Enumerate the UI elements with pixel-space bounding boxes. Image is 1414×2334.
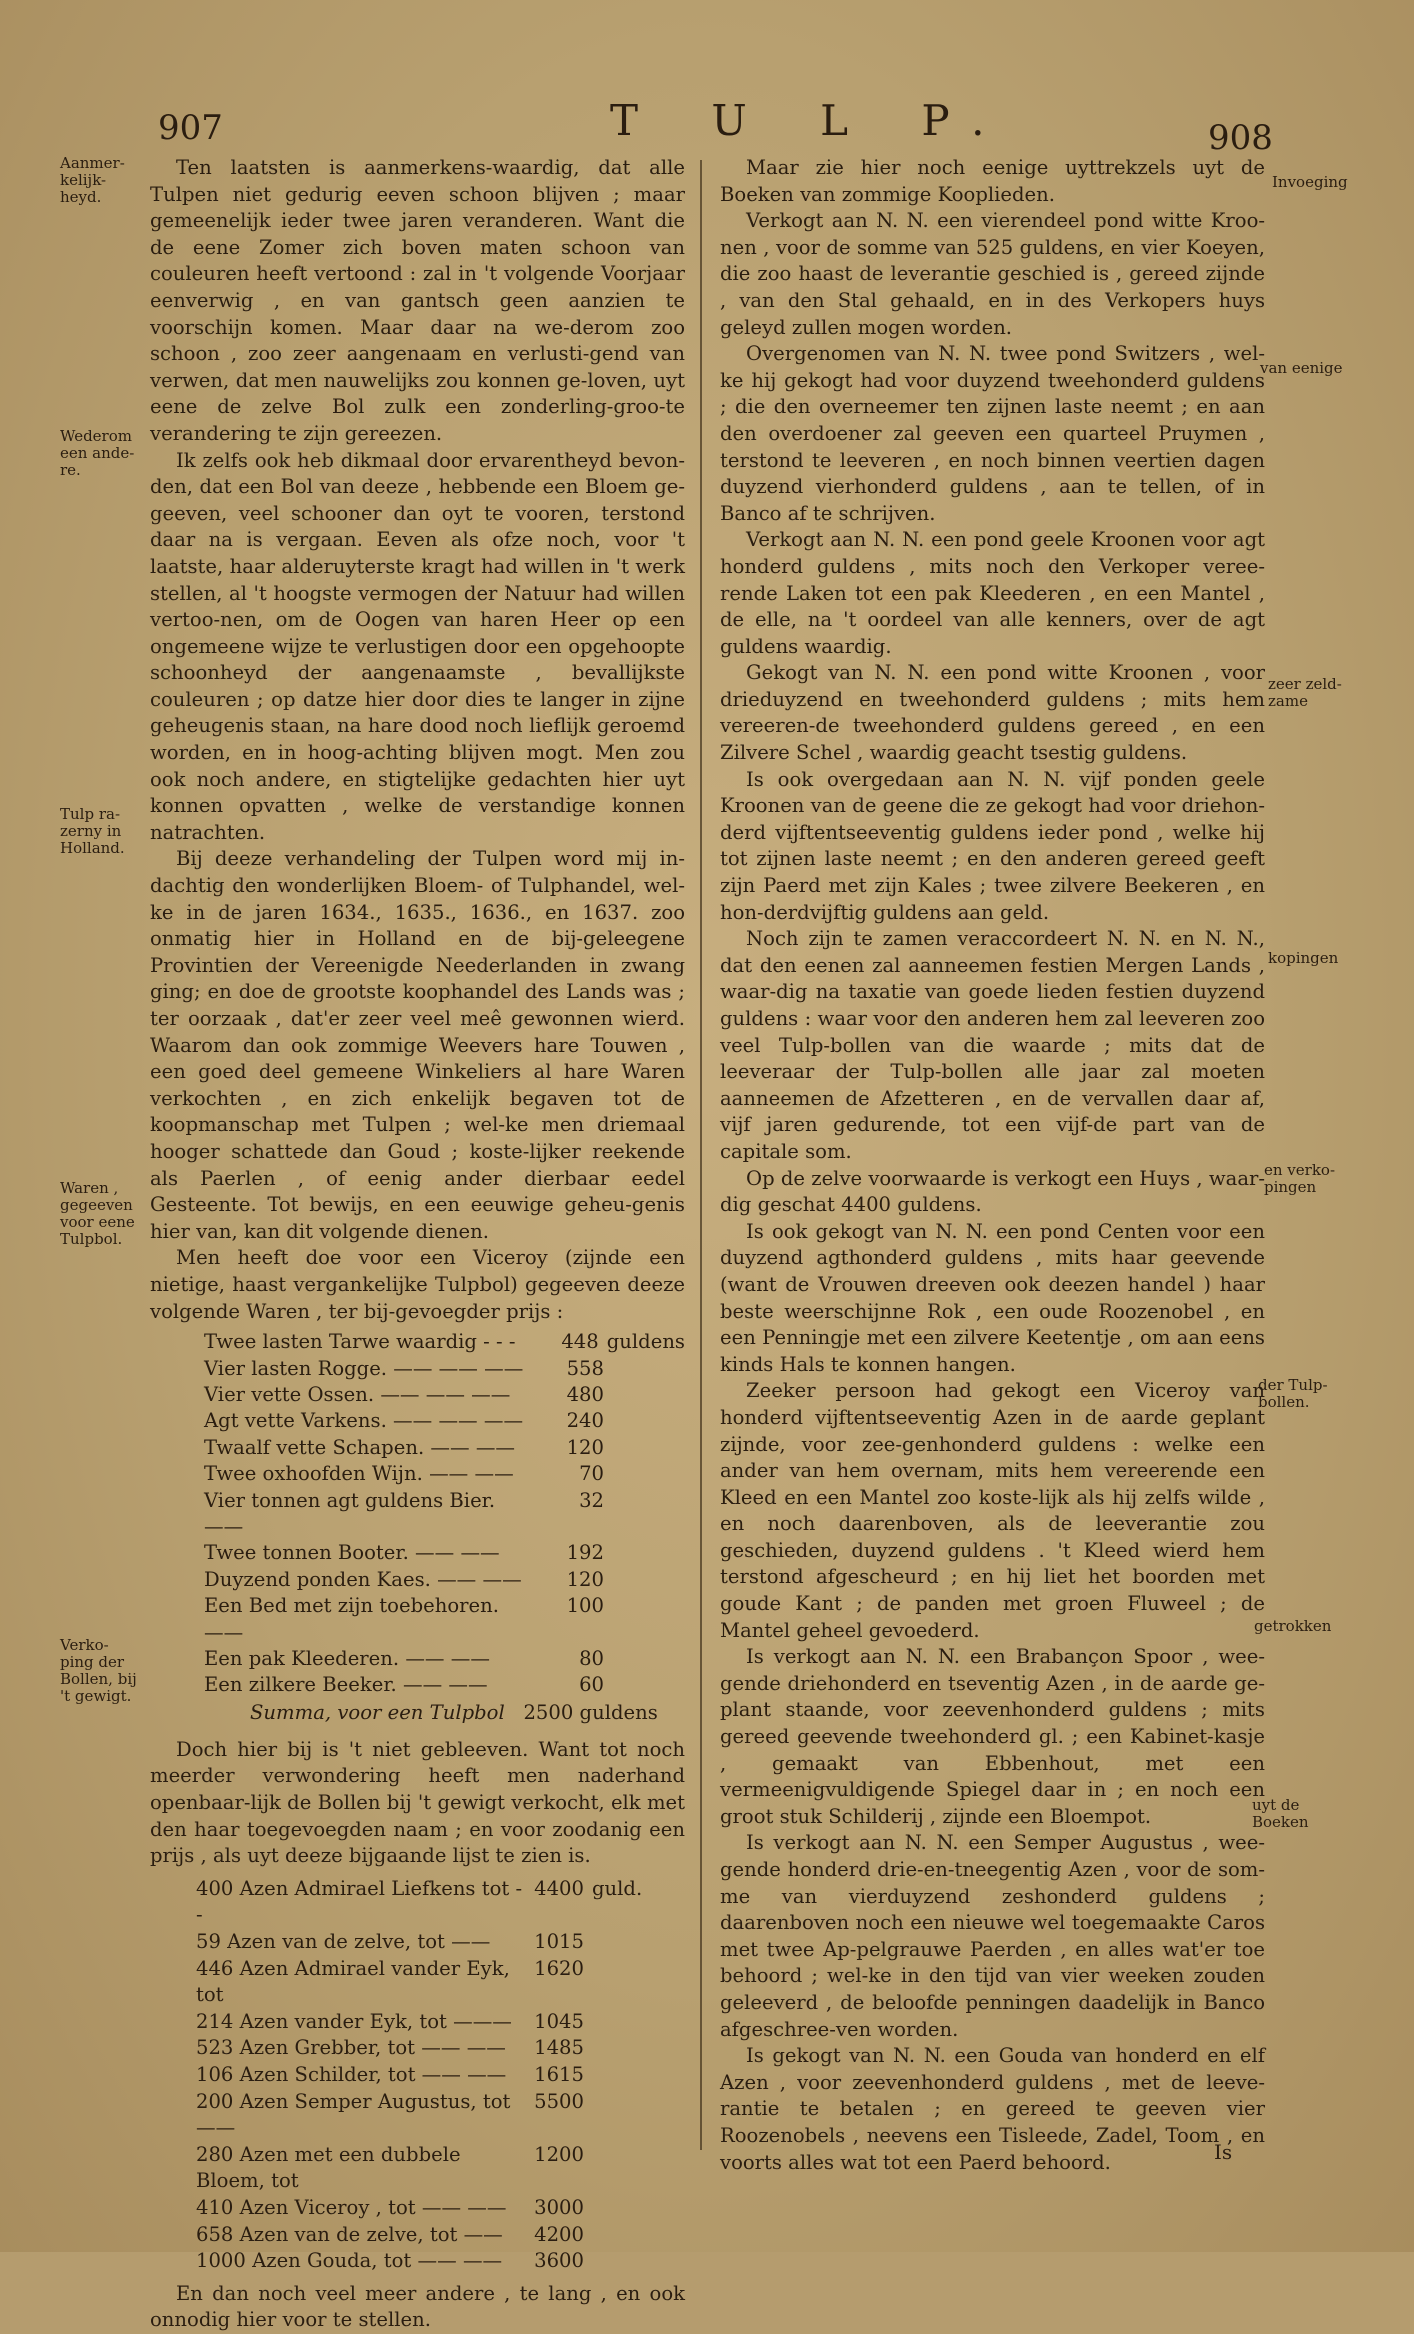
page-number-right: 908 (1208, 118, 1273, 158)
margin-note-left-3: Tulp ra- zerny in Holland. (60, 805, 125, 857)
sale-value: 3600 (534, 2249, 584, 2273)
price-value: 32 (579, 1488, 604, 1512)
sale-item: 410 Azen Viceroy , tot —— —— (196, 2195, 507, 2219)
price-row (204, 1408, 685, 1434)
sale-row (196, 2062, 685, 2089)
margin-note-right-7: getrokken (1254, 1617, 1332, 1635)
sale-value: 1620 (534, 1956, 584, 1980)
margin-note-right-4: kopingen (1268, 949, 1339, 967)
price-row (204, 1461, 685, 1487)
sale-row (196, 1929, 685, 1956)
sale-unit: guld. (592, 1876, 643, 1900)
price-item: Een zilkere Beeker. —— —— (204, 1673, 488, 1697)
paragraph: Is verkogt aan N. N. een Brabançon Spoor , wee-gende driehonderd en tseventig Azen , in de aarde ge-plant staande, voor zeevenhonderd guldens ; mits gereed geevende tweehonderd gl. ; een Kabinet-kasje , gemaakt van Ebbenhout, met een vermeenigvuldigende Spiegel daar in ; en noch een groot stuk Schilderij , zijnde een Bloempot. (720, 1645, 1265, 1828)
price-value: 70 (579, 1462, 604, 1486)
margin-note-right-5: en verko- pingen (1264, 1161, 1336, 1196)
sale-row (196, 2195, 685, 2222)
sale-row (196, 2248, 685, 2275)
sale-value: 1485 (534, 2036, 584, 2060)
sale-value: 1045 (534, 2009, 584, 2033)
price-table (150, 1329, 685, 1727)
sale-row (196, 2222, 685, 2249)
sale-item: 200 Azen Semper Augustus, tot —— (196, 2089, 511, 2140)
margin-note-right-2: van eenige (1260, 359, 1343, 377)
sales-list (150, 1876, 685, 2275)
paragraph: Doch hier bij is 't niet gebleeven. Want tot noch meerder verwondering heeft men naderhand openbaar-lijk de Bollen bij 't gewigt verkocht, elk met den haar toegevoegden naam ; en voor zoodanig een prijs , als uyt deeze bijgaande lijst te zien is. (150, 1737, 685, 1868)
price-row (204, 1540, 685, 1566)
margin-note-right-8: uyt de Boeken (1252, 1796, 1309, 1831)
price-value: 240 (566, 1409, 604, 1433)
price-row (204, 1672, 685, 1698)
price-item: Vier tonnen agt guldens Bier. —— (204, 1488, 496, 1538)
sale-item: 658 Azen van de zelve, tot —— (196, 2222, 503, 2246)
price-row (204, 1356, 685, 1382)
paragraph: Is ook overgedaan aan N. N. vijf ponden geele Kroonen van de geene die ze gekogt had voor driehon-derd vijftentseeventig guldens ieder pond , welke hij tot zijnen laste neemt ; en den anderen gereed geeft zijn Paerd met zijn Kales ; twee zilvere Beekeren , en hon-derdvijftig guldens aan geld. (720, 767, 1265, 924)
sale-item: 106 Azen Schilder, tot —— —— (196, 2062, 507, 2086)
price-item: Twee tonnen Booter. —— —— (204, 1541, 500, 1565)
sale-value: 4400 (534, 1876, 584, 1900)
sale-item: 214 Azen vander Eyk, tot ——— (196, 2009, 512, 2033)
paragraph: Verkogt aan N. N. een pond geele Kroonen voor agt honderd guldens , mits noch den Verkoper veree-rende Laken tot een pak Kleederen , en een Mantel , de elle, na 't oordeel van alle kenners, over de agt guldens waardig. (720, 528, 1265, 658)
sale-row (196, 2009, 685, 2036)
left-column (150, 155, 685, 2334)
price-item: Agt vette Varkens. —— —— —— (204, 1409, 524, 1433)
price-item: Twaalf vette Schapen. —— —— (204, 1435, 516, 1459)
price-row (204, 1567, 685, 1593)
sale-value: 4200 (534, 2222, 584, 2246)
running-head-title: T U L P. (610, 96, 1015, 145)
price-item: Twee oxhoofden Wijn. —— —— (204, 1462, 514, 1486)
paragraph: Is ook gekogt van N. N. een pond Centen voor een duyzend agthonderd guldens , mits haar geevende (want de Vrouwen dreeven ook deezen handel ) haar beste weerschijnne Rok , een oude Roozenobel , en een Penningje met een zilvere Keetentje , om aan eens kinds Hals te konnen hangen. (720, 1219, 1265, 1376)
price-value: 60 (579, 1673, 604, 1697)
sale-value: 1015 (534, 1929, 584, 1953)
sale-item: 400 Azen Admirael Liefkens tot -- (196, 1876, 523, 1927)
paragraph: Ten laatsten is aanmerkens-waardig, dat alle Tulpen niet gedurig eeven schoon blijven ; maar gemeenelijk ieder twee jaren veranderen. Want die de eene Zomer zich boven maten schoon van couleuren heeft vertoond : zal in 't volgende Voorjaar eenverwig , en van gantsch geen aanzien te voorschijn komen. Maar daar na we-derom zoo schoon , zoo zeer aangenaam en verlusti-gend van verwen, dat men nauwelijks zou konnen ge-loven, uyt eene de zelve Bol zulk een zonderling-groo-te verandering te zijn gereezen. (150, 156, 685, 445)
column-divider (700, 160, 702, 2150)
price-row (204, 1329, 685, 1355)
price-row (204, 1435, 685, 1461)
sale-value: 1615 (534, 2062, 584, 2086)
price-item: Vier vette Ossen. —— —— —— (204, 1382, 511, 1406)
margin-note-left-2: Wederom een ande- re. (60, 427, 135, 479)
sale-item: 523 Azen Grebber, tot —— —— (196, 2036, 506, 2060)
price-row (204, 1593, 685, 1646)
price-item: Twee lasten Tarwe waardig - - - (204, 1330, 516, 1354)
price-sum (250, 1699, 685, 1727)
sum-value: 2500 guldens (523, 1700, 658, 1724)
sale-item: 59 Azen van de zelve, tot —— (196, 1929, 491, 1953)
sale-item: 280 Azen met een dubbele Bloem, tot (196, 2142, 461, 2193)
margin-note-right-1: Invoeging (1272, 173, 1348, 191)
price-item: Een Bed met zijn toebehoren. —— (204, 1594, 499, 1644)
price-row (204, 1382, 685, 1408)
paragraph: Is gekogt van N. N. een Gouda van honderd en elf Azen , voor zeevenhonderd guldens , met de leeve-rantie te betalen ; en gereed te geeven vier Roozenobels , neevens een Tisleede, Zadel, Toom , en voorts alles wat tot een Paerd behoord. (720, 2044, 1265, 2174)
paragraph: Maar zie hier noch eenige uyttrekzels uyt de Boeken van zommige Kooplieden. (720, 156, 1265, 206)
price-value: 448 (561, 1330, 599, 1354)
margin-note-left-5: Verko- ping der Bollen, bij 't gewigt. (60, 1636, 137, 1705)
sum-label: Summa, voor een Tulpbol (250, 1700, 505, 1724)
sale-row (196, 2089, 685, 2142)
price-row (204, 1488, 685, 1541)
margin-note-right-3: zeer zeld- zame (1268, 675, 1342, 710)
sale-item: 1000 Azen Gouda, tot —— —— (196, 2249, 503, 2273)
paragraph: Overgenomen van N. N. twee pond Switzers , wel-ke hij gekogt had voor duyzend tweehonderd guldens ; die den overneemer ten zijnen laste neemt ; en aan den overdoener zal geeven een quarteel Pruymen , terstond te leeveren , en noch binnen veertien dagen duyzend vierhonderd guldens , aan te tellen, of in Banco af te schrijven. (720, 342, 1265, 525)
margin-note-right-6: der Tulp- bollen. (1258, 1376, 1328, 1411)
sale-item: 446 Azen Admirael vander Eyk, tot (196, 1956, 510, 2007)
paragraph: Zeeker persoon had gekogt een Viceroy van honderd vijftentseeventig Azen in de aarde geplant zijnde, voor zee-genhonderd guldens : welke een ander van hem overnam, mits hem vereerende een Kleed en een Mantel zoo koste-lijk als hij zelfs wilde , en noch daarenboven, als de leeverantie zou geschieden, duyzend guldens . 't Kleed wierd hem terstond afgescheurd ; en hij liet het boorden met goude Kant ; de panden met groen Fluweel ; de Mantel geheel gevoederd. (720, 1379, 1265, 1642)
price-item: Duyzend ponden Kaes. —— —— (204, 1567, 522, 1591)
paragraph: En dan noch veel meer andere , te lang , en ook onnodig hier voor te stellen. (150, 2281, 685, 2332)
sale-row (196, 2035, 685, 2062)
price-value: 480 (566, 1382, 604, 1406)
sale-value: 5500 (534, 2089, 584, 2113)
sale-value: 1200 (534, 2142, 584, 2166)
paragraph: Gekogt van N. N. een pond witte Kroonen , voor drieduyzend en tweehonderd guldens ; mits hem vereeren-de tweehonderd guldens gereed , en een Zilvere Schel , waardig geacht tsestig guldens. (720, 661, 1265, 765)
paragraph: Op de zelve voorwaarde is verkogt een Huys , waar-dig geschat 4400 guldens. (720, 1166, 1265, 1217)
margin-note-left-4: Waren , gegeeven voor eene Tulpbol. (60, 1179, 135, 1248)
page-number-left: 907 (158, 108, 223, 148)
price-value: 120 (566, 1567, 604, 1591)
price-row (204, 1646, 685, 1672)
price-value: 100 (566, 1594, 604, 1618)
price-value: 80 (579, 1647, 604, 1670)
paragraph: Men heeft doe voor een Viceroy (zijnde een nietige, haast vergankelijke Tulpbol) gegeeven deeze volgende Waren , ter bij-gevoegder prijs : (150, 1246, 685, 1323)
sale-value: 3000 (534, 2195, 584, 2219)
price-value: 192 (566, 1541, 604, 1565)
paragraph: Ik zelfs ook heb dikmaal door ervarentheyd bevon-den, dat een Bol van deeze , hebbende een Bloem ge-geeven, veel schooner dan oyt te vooren, terstond daar na is vergaan. Eeven als ofze noch, voor 't laatste, haar alderuyterste kragt had willen in 't werk stellen, al 't hoogste vermogen der Natuur had willen vertoo-nen, om de Oogen van haren Heer op een ongemeene wijze te verlustigen door een opgehoopte schoonheyd der aangenaamste , bevallijkste couleuren ; op datze hier door dies te langer in zijne geheugenis staan, na hare dood noch lieflijk geroemd worden, en in hoog-achting blijven mogt. Men zou ook noch andere, en stigtelijke gedachten hier uyt konnen opvatten , welke de verstandige konnen natrachten. (150, 448, 685, 844)
price-item: Vier lasten Rogge. —— —— —— (204, 1356, 524, 1380)
price-value: 558 (566, 1356, 604, 1380)
sale-row (196, 1876, 685, 1929)
catchword: Is (1214, 2140, 1233, 2164)
paragraph: Bij deeze verhandeling der Tulpen word mij in-dachtig den wonderlijken Bloem- of Tulphandel, wel-ke in de jaren 1634., 1635., 1636., en 1637. zoo onmatig hier in Holland en de bij-geleegene Provintien der Vereenigde Neederlanden in zwang ging; en doe de grootste koophandel des Lands was ; ter oorzaak , dat'er zeer veel meê gewonnen wierd. Waarom dan ook zommige Weevers hare Touwen , een goed deel gemeene Winkeliers al hare Waren verkochten , en zich enkelijk begaven tot de koopmanschap met Tulpen ; wel-ke men driemaal hooger schattede dan Goud ; koste-lijker reekende als Paerlen , of eenig ander dierbaar eedel Gesteente. Tot bewijs, en een eeuwige geheu-genis hier van, kan dit volgende dienen. (150, 847, 685, 1243)
price-value: 120 (566, 1435, 604, 1459)
margin-note-left-1: Aanmer- kelijk- heyd. (60, 154, 125, 206)
right-column (720, 155, 1265, 2176)
sale-row (196, 1956, 685, 2009)
paragraph: Verkogt aan N. N. een vierendeel pond witte Kroo-nen , voor de somme van 525 guldens, en vier Koeyen, die zoo haast de leverantie geschied is , gereed zijnde , van den Stal gehaald, en in des Verkopers huys geleyd zullen mogen worden. (720, 209, 1265, 339)
paragraph: Noch zijn te zamen veraccordeert N. N. en N. N., dat den eenen zal aanneemen festien Mergen Lands , waar-dig na taxatie van goede lieden festien duyzend guldens : waar voor den anderen hem zal leeveren zoo veel Tulp-bollen van die waarde ; mits dat de leeveraar der Tulp-bollen alle jaar zal moeten aanneemen de Afzetteren , en de vervallen daar af, vijf jaren gedurende, tot een vijf-de part van de capitale som. (720, 927, 1265, 1163)
price-unit: guldens (606, 1330, 685, 1354)
price-item: Een pak Kleederen. —— —— (204, 1647, 490, 1670)
sale-row (196, 2142, 685, 2195)
paragraph: Is verkogt aan N. N. een Semper Augustus , wee-gende honderd drie-en-tneegentig Azen , voor de som-me van vierduyzend zeshonderd guldens ; daarenboven noch een nieuwe wel toegemaakte Caros met twee Ap-pelgrauwe Paerden , en alles wat'er toe behoord ; wel-ke in den tijd van vier weeken zouden geleeverd , de beloofde penningen daadelijk in Banco afgeschree-ven worden. (720, 1831, 1265, 2041)
